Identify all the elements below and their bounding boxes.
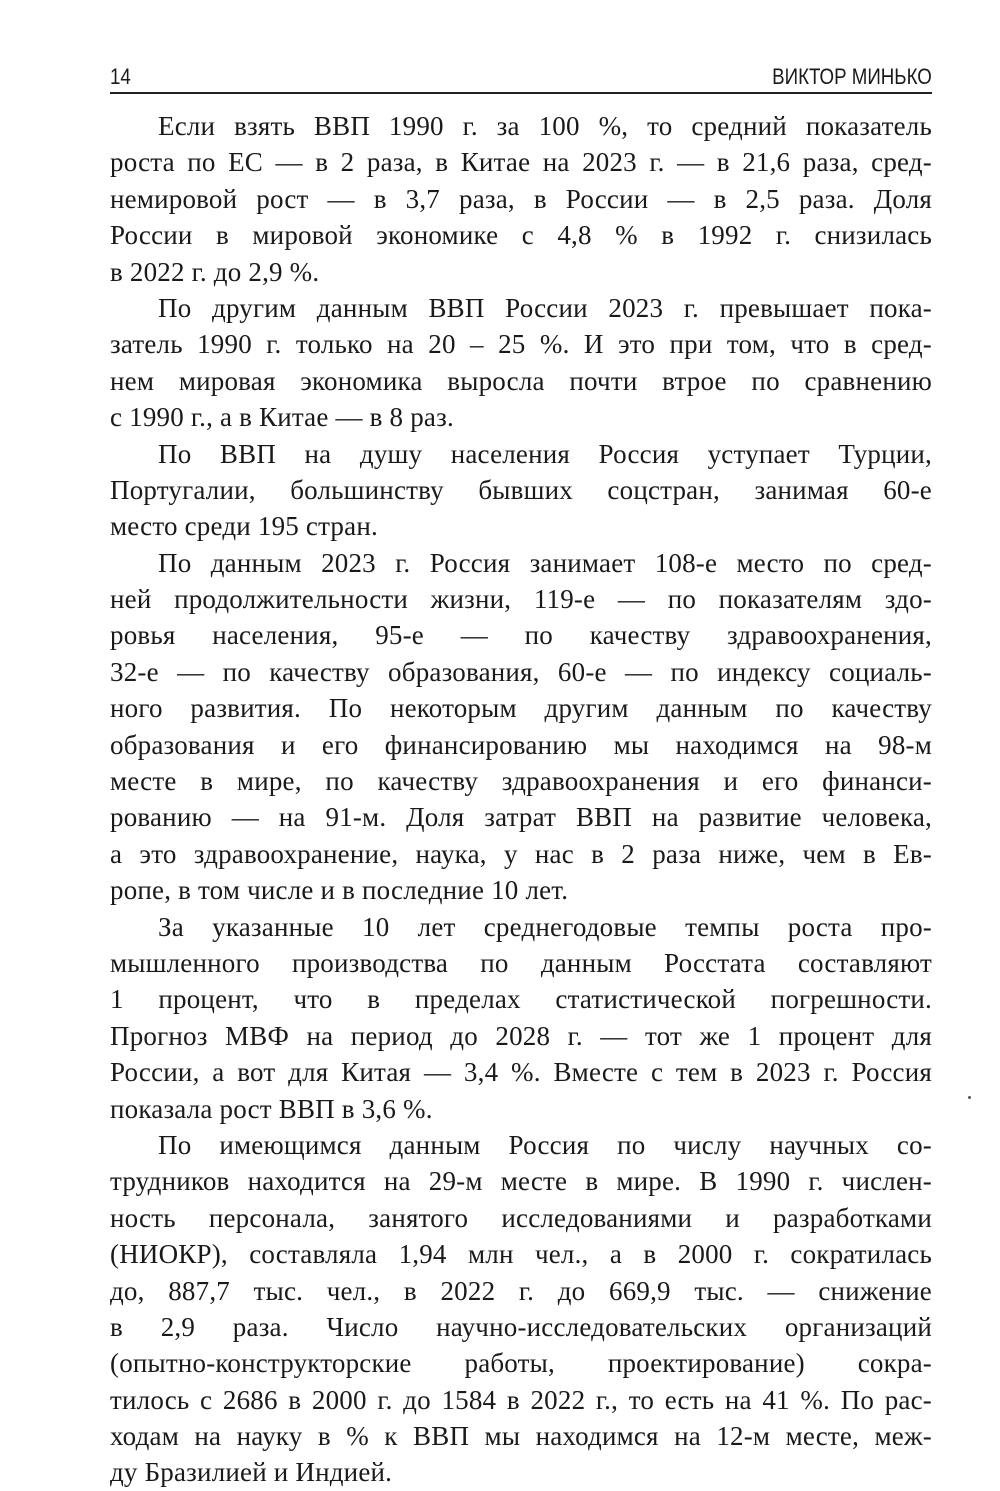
text-line: Португалии, большинству бывших соцстран, занимая 60-е <box>110 474 932 505</box>
text-line: мышленного производства по данным Росстата составляют <box>110 947 932 978</box>
text-line: 32-е — по качеству образования, 60-е — по индексу социаль- <box>110 656 932 687</box>
text-line: России, а вот для Китая — 3,4 %. Вместе с тем в 2023 г. Россия <box>110 1057 932 1088</box>
text-line: ходам на науку в % к ВВП мы находимся на 12-м месте, меж- <box>110 1421 932 1452</box>
text-line: до, 887,7 тыс. чел., в 2022 г. до 669,9 тыс. — снижение <box>110 1275 932 1306</box>
scan-speck <box>968 1096 971 1099</box>
text-line: По другим данным ВВП России 2023 г. превышает пока- <box>158 292 932 323</box>
running-header <box>110 62 932 94</box>
text-line: в 2,9 раза. Число научно-исследовательских организаций <box>110 1311 932 1342</box>
text-line: ней продолжительности жизни, 119-е — по показателям здо- <box>110 584 932 615</box>
text-line: трудников находится на 29-м месте в мире. В 1990 г. числен- <box>110 1166 932 1197</box>
text-line: с 1990 г., а в Китае — в 8 раз. <box>110 402 454 433</box>
text-line: в 2022 г. до 2,9 %. <box>110 256 320 287</box>
paragraph <box>110 545 932 909</box>
text-line: ного развития. По некоторым другим данным по качеству <box>110 693 932 724</box>
text-line: а это здравоохранение, наука, у нас в 2 раза ниже, чем в Ев- <box>110 838 932 869</box>
text-line: показала рост ВВП в 3,6 %. <box>110 1093 433 1124</box>
text-line: рованию — на 91-м. Доля затрат ВВП на развитие человека, <box>110 802 932 833</box>
text-line: месте в мире, по качеству здравоохранения и его финанси- <box>110 766 932 797</box>
text-line: За указанные 10 лет среднегодовые темпы роста про- <box>158 911 932 942</box>
running-head-author: ВИКТОР МИНЬКО <box>772 64 932 89</box>
text-line: немировой рост — в 3,7 раза, в России — в 2,5 раза. Доля <box>110 183 932 214</box>
text-line: нем мировая экономика выросла почти втрое по сравнению <box>110 365 932 396</box>
text-line: (опытно-конструкторские работы, проектирование) сокра- <box>110 1348 932 1379</box>
text-line: По данным 2023 г. Россия занимает 108-е место по сред- <box>158 547 932 578</box>
text-line: 1 процент, что в пределах статистической погрешности. <box>110 984 932 1015</box>
text-line: ропе, в том числе и в последние 10 лет. <box>110 875 569 906</box>
text-line: (НИОКР), составляла 1,94 млн чел., а в 2000 г. сократилась <box>110 1239 932 1270</box>
text-line: Прогноз МВФ на период до 2028 г. — тот же 1 процент для <box>110 1020 932 1051</box>
page-number: 14 <box>110 64 131 89</box>
text-line: роста по ЕС — в 2 раза, в Китае на 2023 г. — в 21,6 раза, сред- <box>110 147 932 178</box>
paragraph <box>110 290 932 436</box>
text-line: По ВВП на душу населения Россия уступает Турции, <box>158 438 932 469</box>
paragraph <box>110 108 932 290</box>
text-line: ровья населения, 95-е — по качеству здравоохранения, <box>110 620 932 651</box>
text-line: образования и его финансированию мы находимся на 98-м <box>110 729 932 760</box>
text-line: ность персонала, занятого исследованиями и разработками <box>110 1202 932 1233</box>
text-line: Если взять ВВП 1990 г. за 100 %, то средний показатель <box>158 111 932 141</box>
text-line: ду Бразилией и Индией. <box>110 1457 393 1488</box>
text-line: По имеющимся данным Россия по числу научных со- <box>158 1129 932 1160</box>
text-line: затель 1990 г. только на 20 – 25 %. И это при том, что в сред- <box>110 329 932 360</box>
paragraph <box>110 909 932 1127</box>
paragraph <box>110 1127 932 1491</box>
text-line: место среди 195 стран. <box>110 511 378 542</box>
paragraph <box>110 436 932 545</box>
text-line: России в мировой экономике с 4,8 % в 1992 г. снизилась <box>110 220 932 251</box>
text-line: тилось с 2686 в 2000 г. до 1584 в 2022 г., то есть на 41 %. По рас- <box>110 1384 932 1415</box>
body-text <box>110 108 932 1491</box>
